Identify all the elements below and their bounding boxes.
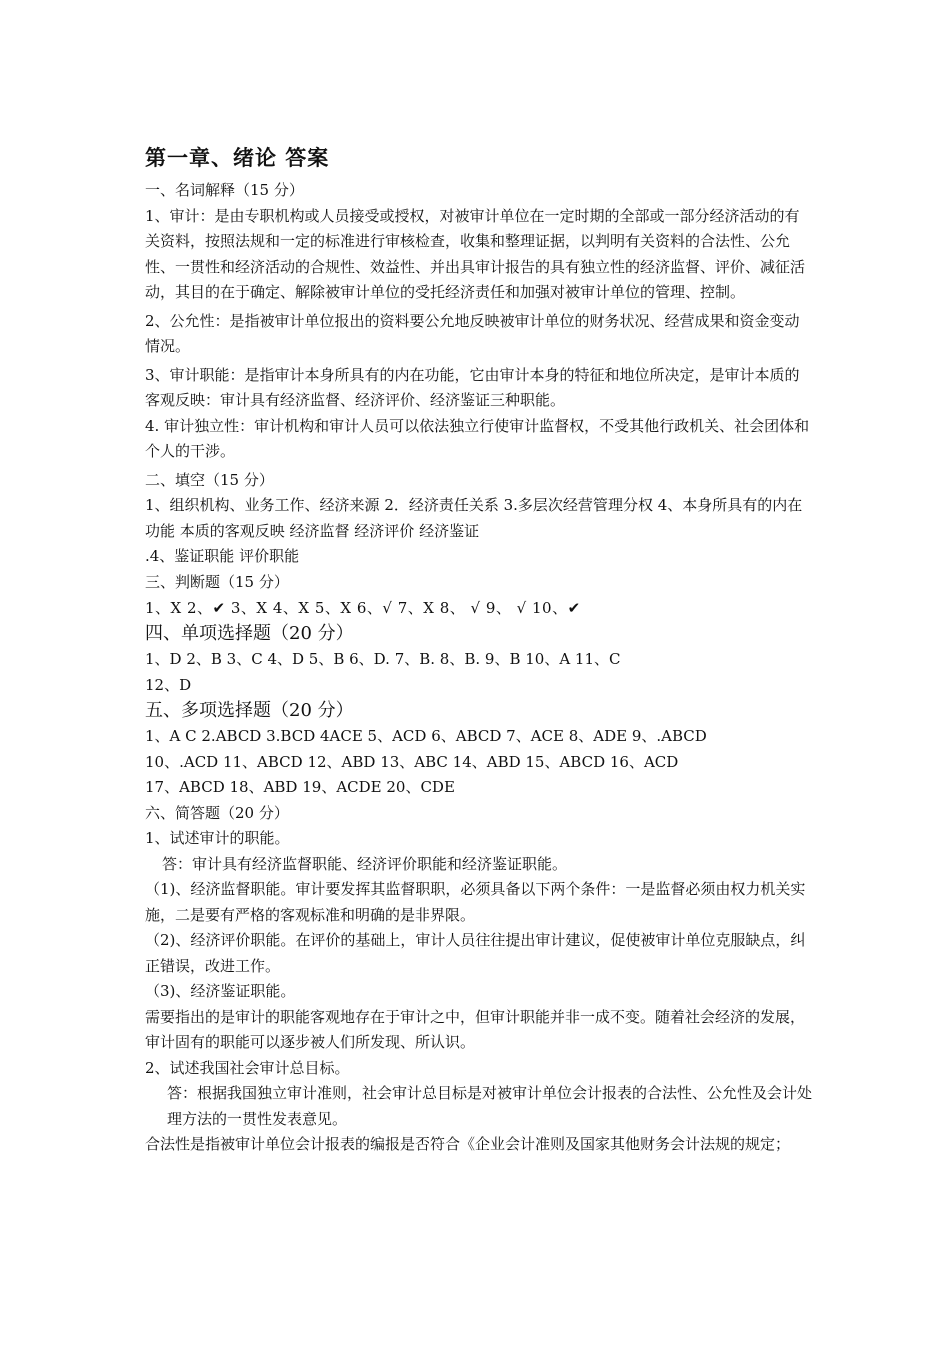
question-1-point-2: （2)、经济评价职能。在评价的基础上，审计人员往往提出审计建议，促使被审计单位克服缺点，纠正错误，改进工作。 <box>145 931 806 975</box>
term-audit-independence: 4. 审计独立性：审计机构和审计人员可以依法独立行使审计监督权，不受其他行政机关、社会团体和个人的干涉。 <box>145 416 810 460</box>
section-heading-short: 六、简答题（20 分） <box>145 803 289 822</box>
question-1-point-1: （1)、经济监督职能。审计要发挥其监督职职，必须具备以下两个条件：一是监督必须由权力机关实施，二是要有严格的客观标准和明确的是非界限。 <box>145 880 806 924</box>
multi-answers-line2: 10、.ACD 11、ABCD 12、ABD 13、ABC 14、ABD 15、ABCD 16、ACD <box>145 752 679 771</box>
document-content <box>145 142 813 1158</box>
chapter-title: 第一章、绪论 答案 <box>145 146 330 170</box>
fill-answers: 1、组织机构、业务工作、经济来源 2．经济责任关系 3.多层次经营管理分权 4、本身所具有的内在功能 本质的客观反映 经济监督 经济评价 经济鉴证 <box>145 496 803 540</box>
term-fairness: 2、公允性：是指被审计单位报出的资料要公允地反映被审计单位的财务状况、经营成果和资金变动情况。 <box>145 311 800 355</box>
question-2-answer: 答：根据我国独立审计准则，社会审计总目标是对被审计单位会计报表的合法性、公允性及会计处理方法的一贯性发表意见。 <box>167 1084 813 1128</box>
section-heading-fill: 二、填空（15 分） <box>145 470 274 489</box>
term-audit: 1、审计：是由专职机构或人员接受或授权，对被审计单位在一定时期的全部或一部分经济活动的有关资料，按照法规和一定的标准进行审核检查，收集和整理证据，以判明有关资料的合法性、公允性、一贯性和经济活动的合规性、效益性、并出具审计报告的具有独立性的经济监督、评价、减征活动，其目的在于确定、解除被审计单位的受托经济责任和加强对被审计单位的管理、控制。 <box>145 206 806 301</box>
question-1: 1、试述审计的职能。 <box>145 829 290 847</box>
question-2: 2、试述我国社会审计总目标。 <box>145 1058 350 1077</box>
multi-answers-line1: 1、A C 2.ABCD 3.BCD 4ACE 5、ACD 6、ABCD 7、ACE 8、ADE 9、.ABCD <box>145 727 707 745</box>
section-heading-terms: 一、名词解释（15 分） <box>145 181 304 199</box>
section-heading-multi: 五、多项选择题（20 分） <box>145 700 354 721</box>
multi-answers-line3: 17、ABCD 18、ABD 19、ACDE 20、CDE <box>145 778 455 796</box>
fill-answers-4: .4、鉴证职能 评价职能 <box>145 547 300 565</box>
section-heading-judge: 三、判断题（15 分） <box>145 572 289 591</box>
term-audit-function: 3、审计职能：是指审计本身所具有的内在功能，它由审计本身的特征和地位所决定，是审计本质的客观反映：审计具有经济监督、经济评价、经济鉴证三种职能。 <box>145 365 800 409</box>
question-2-legality: 合法性是指被审计单位会计报表的编报是否符合《企业会计准则及国家其他财务会计法规的规定； <box>145 1135 791 1153</box>
section-heading-single: 四、单项选择题（20 分） <box>145 623 354 644</box>
single-answers-line2: 12、D <box>145 675 192 694</box>
question-1-point-3: （3)、经济鉴证职能。 <box>145 982 296 1000</box>
single-answers-line1: 1、D 2、B 3、C 4、D 5、B 6、D. 7、B. 8、B. 9、B 10、A 11、C <box>145 650 621 668</box>
judge-answers: 1、X 2、✔ 3、X 4、X 5、X 6、√ 7、X 8、 √ 9、 √ 10、✔ <box>145 599 581 617</box>
question-1-answer: 答：审计具有经济监督职能、经济评价职能和经济鉴证职能。 <box>162 854 568 873</box>
question-1-note: 需要指出的是审计的职能客观地存在于审计之中，但审计职能并非一成不变。随着社会经济的发展，审计固有的职能可以逐步被人们所发现、所认识。 <box>145 1007 806 1051</box>
